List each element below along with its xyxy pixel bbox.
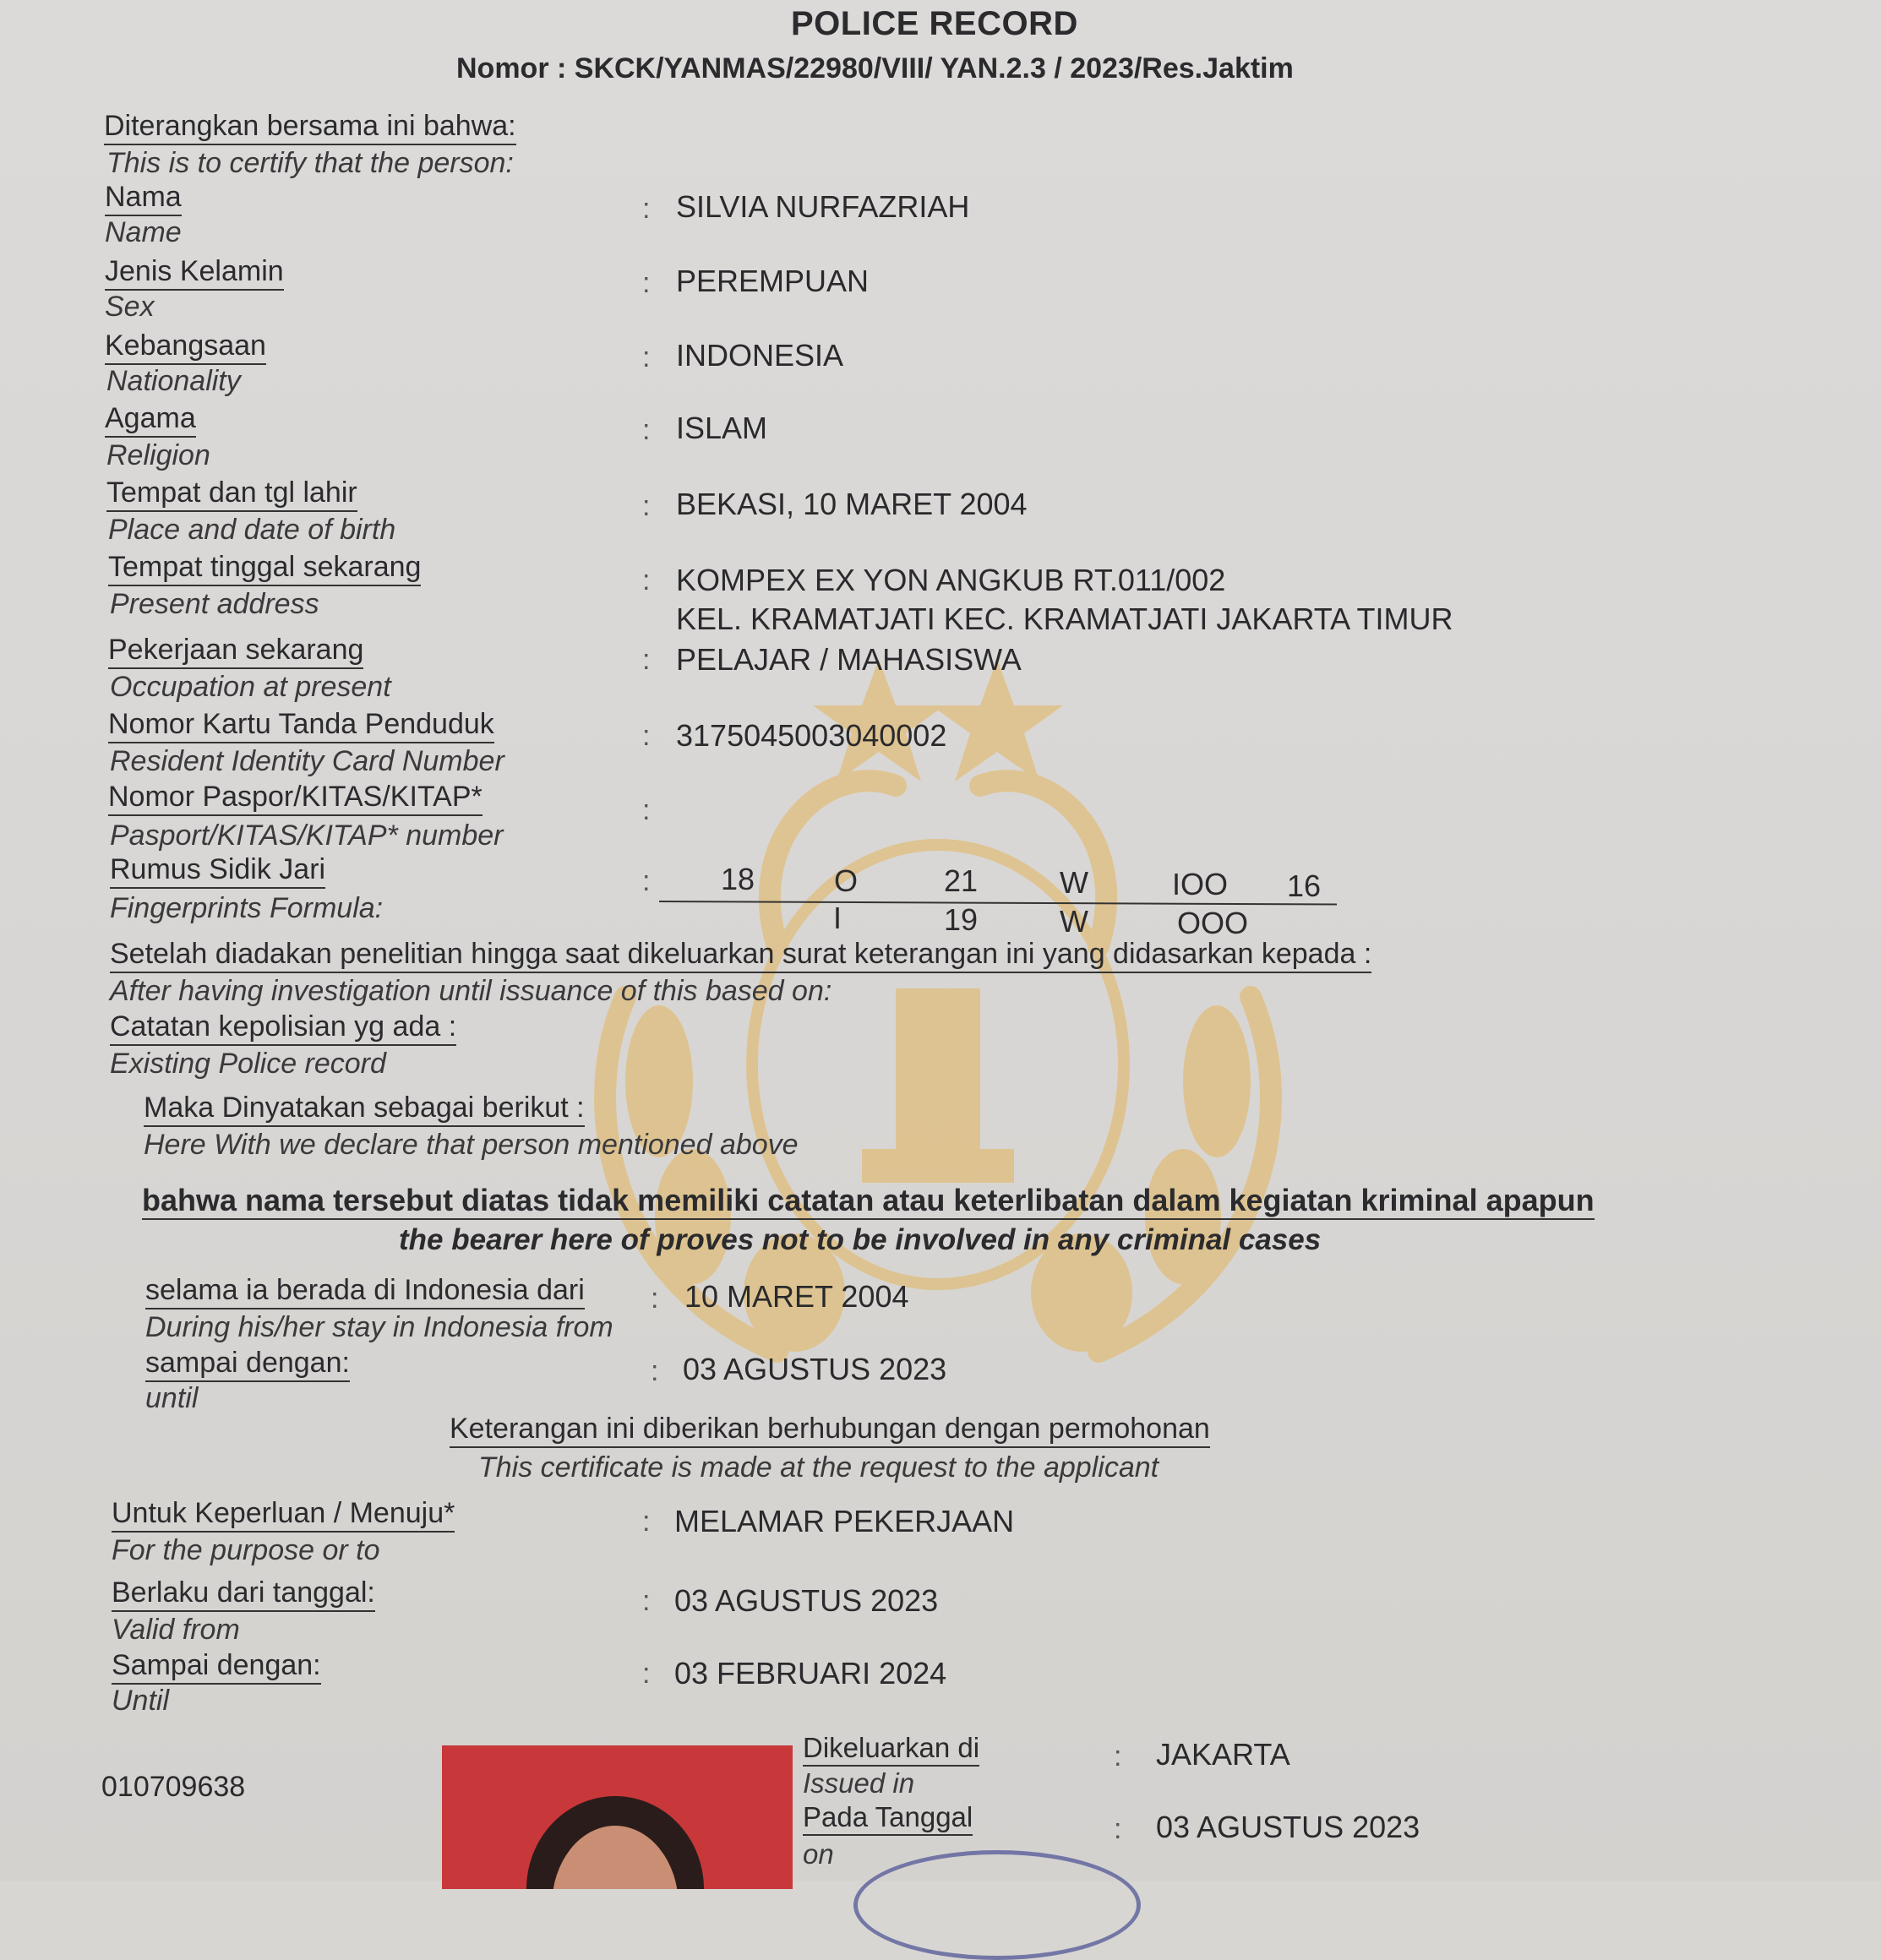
fingerprint-bottom-value: W [1060,904,1088,939]
field-label: Tempat dan tgl lahir [106,476,357,512]
field-value-birth: BEKASI, 10 MARET 2004 [676,487,1028,521]
field-label: Kebangsaan [105,329,266,365]
issued-in-label: Dikeluarkan di [803,1732,979,1767]
colon: : [1114,1813,1122,1845]
field-label-en: Fingerprints Formula: [110,892,384,924]
field-label-en: Place and date of birth [108,514,396,546]
fingerprint-top-value: 18 [720,862,755,896]
colon: : [651,1282,659,1315]
issued-on-label-en: on [803,1838,834,1870]
stay-until-label: sampai dengan: [145,1347,350,1382]
document-title: POLICE RECORD [791,5,1078,42]
colon: : [1114,1740,1122,1772]
colon: : [642,644,651,676]
colon: : [642,564,651,596]
valid-from-value: 03 AGUSTUS 2023 [674,1583,939,1618]
purpose-value: MELAMAR PEKERJAAN [674,1504,1015,1538]
stay-from-label: selama ia berada di Indonesia dari [145,1274,585,1309]
fingerprint-bottom-value: OOO [1177,906,1249,940]
stay-from-label-en: During his/her stay in Indonesia from [145,1311,613,1343]
issued-on-label: Pada Tanggal [803,1801,973,1836]
investigation-label: Setelah diadakan penelitian hingga saat dikeluarkan surat keterangan ini yang didasarkan kepada : [110,938,1371,973]
serial-number: 010709638 [101,1771,246,1803]
colon: : [651,1355,659,1387]
field-value-sex: PEREMPUAN [676,264,870,298]
official-stamp [853,1850,1141,1960]
field-label: Jenis Kelamin [105,255,284,291]
investigation-label-en: After having investigation until issuance of this based on: [110,975,832,1007]
fingerprint-bottom-value: I [832,901,842,935]
valid-until-label: Sampai dengan: [112,1649,321,1685]
declaration-label: Maka Dinyatakan sebagai berikut : [144,1092,585,1127]
field-label-en: Present address [110,588,319,620]
colon: : [642,341,651,373]
field-label-en: Sex [105,291,155,323]
colon: : [642,414,651,446]
police-record-label: Catatan kepolisian yg ada : [110,1010,456,1046]
valid-from-label: Berlaku dari tanggal: [112,1576,375,1612]
field-label-en: Pasport/KITAS/KITAP* number [110,819,504,852]
purpose-label-en: For the purpose or to [112,1534,380,1566]
field-label: Nomor Kartu Tanda Penduduk [108,708,494,743]
field-label-en: Resident Identity Card Number [110,745,504,777]
colon: : [642,720,651,752]
field-value-occupation: PELAJAR / MAHASISWA [676,642,1022,677]
field-label-en: Occupation at present [110,671,391,703]
field-value-address-line1: KOMPEX EX YON ANGKUB RT.011/002 [676,563,1226,597]
issued-on-value: 03 AGUSTUS 2023 [1156,1810,1420,1844]
stay-until-label-en: until [145,1382,199,1414]
colon: : [642,1505,651,1538]
field-label-en: Nationality [106,365,241,397]
colon: : [642,794,651,826]
field-label: Nomor Paspor/KITAS/KITAP* [108,781,483,816]
clearance-statement-en: the bearer here of proves not to be involved in any criminal cases [399,1223,1322,1256]
fingerprint-top-value: W [1060,865,1088,900]
fingerprint-top-value: IOO [1171,867,1228,901]
fingerprint-bottom-value: 19 [943,902,979,937]
declaration-label-en: Here With we declare that person mentioned above [144,1129,799,1161]
document-number: Nomor : SKCK/YANMAS/22980/VIII/ YAN.2.3 / 2023/Res.Jaktim [456,52,1294,84]
fingerprint-top-value: 21 [943,863,979,898]
field-value-name: SILVIA NURFAZRIAH [676,189,970,224]
colon: : [642,267,651,299]
fingerprint-top-value: O [833,863,858,898]
colon: : [642,1658,651,1690]
field-label: Pekerjaan sekarang [108,634,363,669]
valid-from-label-en: Valid from [112,1614,240,1646]
colon: : [642,490,651,522]
police-record-label-en: Existing Police record [110,1048,386,1080]
applicant-photo [442,1745,793,1889]
issued-in-value: JAKARTA [1156,1737,1290,1772]
field-label: Tempat tinggal sekarang [108,551,421,586]
colon: : [642,193,651,225]
field-value-address-line2: KEL. KRAMATJATI KEC. KRAMATJATI JAKARTA TIMUR [676,602,1453,636]
colon: : [642,865,651,897]
valid-until-label-en: Until [112,1685,170,1717]
clearance-statement: bahwa nama tersebut diatas tidak memiliki catatan atau keterlibatan dalam kegiatan kriminal apapun [142,1183,1595,1220]
intro-label: Diterangkan bersama ini bahwa: [104,110,516,145]
valid-until-value: 03 FEBRUARI 2024 [674,1656,947,1690]
field-value-nationality: INDONESIA [676,338,844,373]
fingerprint-top-value: 16 [1286,868,1322,903]
purpose-label: Untuk Keperluan / Menuju* [112,1497,455,1533]
field-label: Nama [105,181,182,216]
request-label: Keterangan ini diberikan berhubungan dengan permohonan [450,1413,1210,1448]
field-value-nik: 3175045003040002 [676,718,947,753]
field-value-religion: ISLAM [676,411,768,445]
field-label: Agama [105,402,196,438]
intro-label-en: This is to certify that the person: [106,147,514,179]
issued-in-label-en: Issued in [803,1767,915,1799]
field-label-en: Name [105,216,182,248]
field-label: Rumus Sidik Jari [110,853,325,889]
stay-until-value: 03 AGUSTUS 2023 [683,1352,947,1386]
stay-from-value: 10 MARET 2004 [684,1279,909,1314]
colon: : [642,1585,651,1617]
field-label-en: Religion [106,439,210,471]
request-label-en: This certificate is made at the request to the applicant [478,1451,1159,1484]
police-emblem-watermark [524,642,1352,1402]
